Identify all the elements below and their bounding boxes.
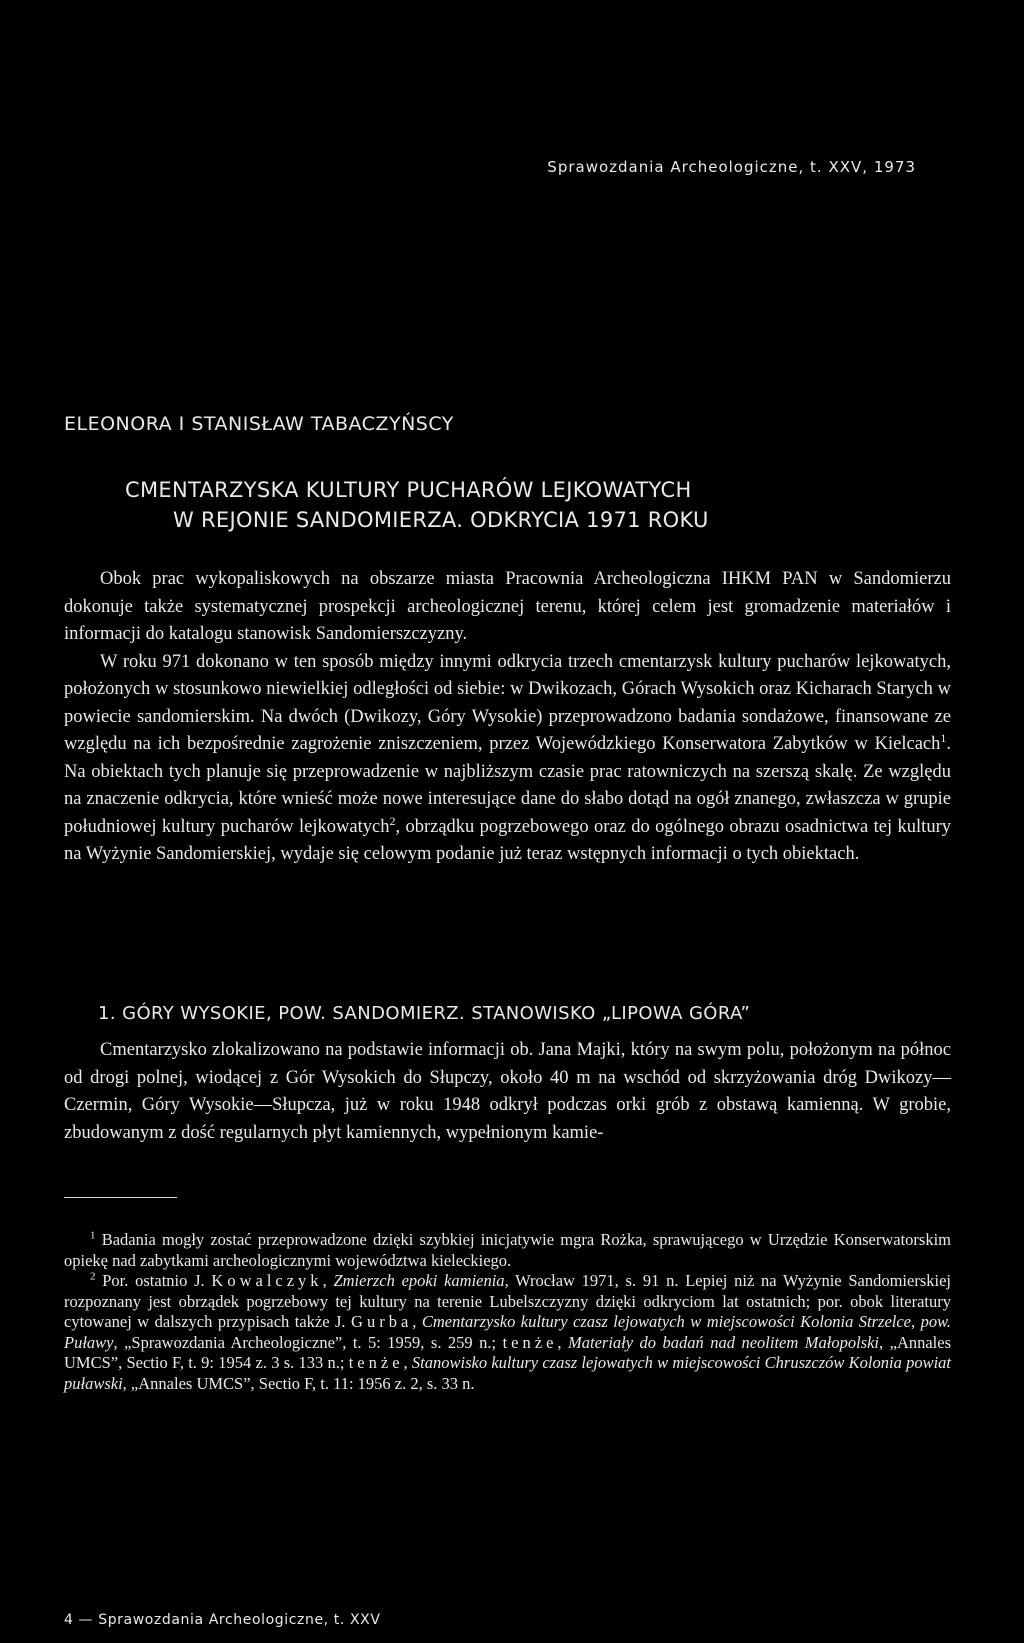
footnote-2-text-c: , Wrocław 1971, s. 91 n. Lepiej niż na Wyżynie Sandomierskiej rozpoznany jest obrządek pogrzebowy tej kultury na terenie Lubelszczyzny dzięki odkryciom lat ostatnich; por. obok literatury cytowanej w dalszych przypisach także J. (64, 1271, 951, 1331)
footnote-2-text-h: , (403, 1353, 412, 1372)
footnote-2 (64, 1271, 951, 1394)
intro-paragraph-1: Obok prac wykopaliskowych na obszarze miasta Pracownia Archeologiczna IHKM PAN w Sandomierzu dokonuje także systematycznej prospekcji archeologicznej terenu, której celem jest gromadzenie materiałów i informacji do katalogu stanowisk Sandomierszczyzny. (64, 569, 951, 644)
footnote-2-text-e: , „Sprawozdania Archeologiczne”, t. 5: 1959, s. 259 n.; (113, 1332, 503, 1352)
section-paragraph: Cmentarzysko zlokalizowano na podstawie informacji ob. Jana Majki, który na swym polu, położonym na północ od drogi polnej, wiodącej z Gór Wysokich do Słupczy, około 40 m na wschód od skrzyżowania dróg Dwikozy—Czermin, Góry Wysokie—Słupcza, już w roku 1948 odkrył podczas orki grób z obstawą kamienną. W grobie, zbudowanym z dość regularnych płyt kamiennych, wypełnionym kamie- (64, 1040, 951, 1143)
footnote-2-author-2: Gurba (351, 1312, 413, 1331)
article-title-line-1: CMENTARZYSKA KULTURY PUCHARÓW LEJKOWATYCH (125, 478, 692, 502)
footnote-1-text: Badania mogły zostać przeprowadzone dzięki szybkiej inicjatywie mgra Rożka, sprawującego w Urzędzie Konserwatorskim opiekę nad zabytkami archeologicznymi województwa kieleckiego. (64, 1230, 951, 1270)
footnote-2-tenze-2: tenże (348, 1353, 404, 1372)
footnote-2-text-d: , (412, 1312, 422, 1331)
footnote-1 (64, 1230, 951, 1271)
section-body (64, 1037, 951, 1147)
footnote-2-title-1: Zmierzch epoki kamienia (333, 1271, 505, 1290)
footnote-1-number: 1 (90, 1229, 96, 1242)
footnote-2-title-2: Cmentarzysko kultury czasz lejowatych w miejscowości Kolonia Strzelce, pow. Puławy (64, 1312, 951, 1352)
article-title (125, 475, 925, 535)
article-body (64, 566, 951, 869)
intro-paragraph-2-part-a: W roku 971 dokonano w ten sposób między innymi odkrycia trzech cmentarzysk kultury pucharów lejkowatych, położonych w stosunkowo niewielkiej odległości od siebie: w Dwikozach, Górach Wysokich oraz Kicharach Starych w powiecie sandomierskim. Na dwóch (Dwikozy, Góry Wysokie) przeprowadzono badania sondażowe, finansowane ze względu na ich bezpośrednie zagrożenie zniszczeniem, przez Wojewódzkiego Konserwatora Zabytków w Kielcach (64, 651, 951, 754)
footnote-ref-1[interactable]: 1 (940, 730, 947, 745)
footnote-2-text-g: , „Annales UMCS”, Sectio F, t. 9: 1954 z. 3 s. 133 n.; (64, 1332, 952, 1372)
intro-paragraph-2 (64, 649, 951, 869)
footnote-2-text-i: , „Annales UMCS”, Sectio F, t. 11: 1956 z. 2, s. 33 n. (122, 1373, 475, 1393)
footnote-ref-2[interactable]: 2 (389, 813, 396, 828)
article-title-line-2: W REJONIE SANDOMIERZA. ODKRYCIA 1971 ROKU (173, 508, 709, 532)
intro-paragraph-2-part-c: , obrządku pogrzebowego oraz do ogólnego obrazu osadnictwa tej kultury na Wyżynie Sandomierskiej, wydaje się celowym podanie już teraz wstępnych informacji o tych obiektach. (64, 816, 951, 864)
footnote-2-title-4: Stanowisko kultury czasz lejowatych w miejscowości Chruszczów Kolonia powiat puławski (64, 1353, 952, 1393)
footnote-2-text-b: , (322, 1271, 334, 1290)
footnote-2-text-a: Por. ostatnio J. (95, 1271, 212, 1290)
article-authors: ELEONORA I STANISŁAW TABACZYŃSCY (64, 413, 454, 435)
running-head: Sprawozdania Archeologiczne, t. XXV, 1973 (547, 158, 916, 176)
intro-paragraph-2-part-b: . Na obiektach tych planuje się przeprowadzenie w najbliższym czasie prac ratowniczych na szerszą skalę. Ze względu na znaczenie odkrycia, które wnieść może nowe interesujące dane do słabo dotąd na ogół znanego, zwłaszcza w grupie południowej kultury pucharów lejkowatych (64, 734, 951, 837)
footnote-2-number: 2 (90, 1270, 96, 1283)
footnote-2-text-f: , (557, 1332, 569, 1352)
section-heading: 1. GÓRY WYSOKIE, POW. SANDOMIERZ. STANOWISKO „LIPOWA GÓRA” (98, 1003, 751, 1024)
footnote-2-author-1: Kowalczyk (211, 1271, 323, 1290)
footnote-divider (64, 1197, 177, 1198)
footnote-2-tenze-1: tenże (502, 1332, 558, 1352)
footnotes (64, 1230, 951, 1394)
footnote-2-title-3: Materiały do badań nad neolitem Małopolski (568, 1332, 880, 1352)
signature-footer: 4 — Sprawozdania Archeologiczne, t. XXV (64, 1612, 381, 1628)
